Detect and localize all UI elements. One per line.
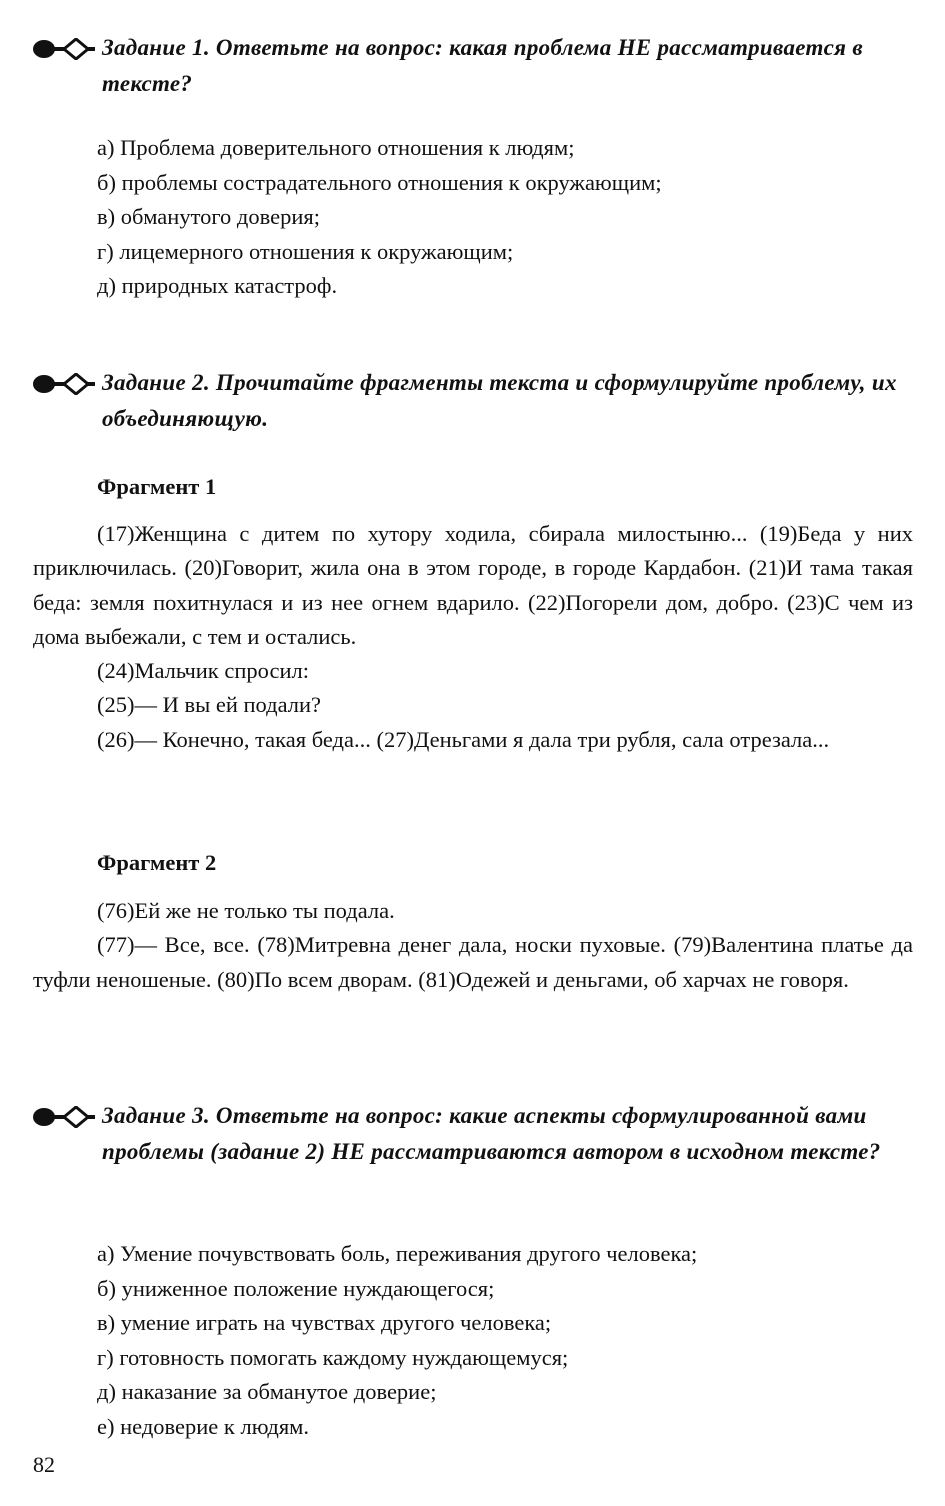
task-3-heading-text: Задание 3. Ответьте на вопрос: какие аспекты сформулированной вами проблемы (задание 2) НЕ рассматриваются автором в исходном тексте? bbox=[102, 1103, 881, 1164]
task-1-heading bbox=[30, 30, 915, 102]
page-number: 82 bbox=[33, 1452, 55, 1477]
fragment-1-paragraph: (25)— И вы ей подали? bbox=[97, 692, 322, 718]
task-3-option-d: г) готовность помогать каждому нуждающемуся; bbox=[97, 1344, 569, 1370]
task-1-option-a: а) Проблема доверительного отношения к людям; bbox=[97, 135, 575, 160]
task-3 bbox=[30, 1098, 915, 1170]
task-marker-icon bbox=[32, 1106, 96, 1128]
fragment-2-title: Фрагмент 2 bbox=[97, 850, 217, 875]
fragment-2-paragraph: (76)Ей же не только ты подала. bbox=[97, 898, 395, 923]
task-2-heading-text: Задание 2. Прочитайте фрагменты текста и сформулируйте проблему, их объединяющую. bbox=[102, 370, 897, 431]
fragment-2-paragraph: (77)— Все, все. (78)Митревна денег дала, носки пуховые. (79)Валентина платье да туфли неношеные. (80)По всем дворам. (81)Одежей и деньгами, об харчах не говоря. bbox=[33, 932, 913, 992]
task-1-option-b: б) проблемы сострадательного отношения к окружающим; bbox=[97, 169, 662, 195]
task-marker-icon bbox=[32, 373, 96, 395]
task-3-option-b: б) униженное положение нуждающегося; bbox=[97, 1275, 495, 1301]
task-1-options bbox=[97, 131, 917, 304]
fragment-1-paragraph: (17)Женщина с дитем по хутору ходила, сбирала милостыню... (19)Беда у них приключилась. (20)Говорит, жила она в этом городе, в городе Кардабон. (21)И тама такая беда: земля похитнулася и из нее огнем вдарило. (22)Погорели дом, добро. (23)С чем из дома выбежали, с тем и остались. bbox=[33, 521, 913, 649]
fragment-2-text bbox=[33, 894, 913, 997]
task-1-option-e: д) природных катастроф. bbox=[97, 273, 338, 298]
task-marker-icon bbox=[32, 38, 96, 60]
task-3-option-c: в) умение играть на чувствах другого человека; bbox=[97, 1310, 552, 1335]
task-1-option-c: в) обманутого доверия; bbox=[97, 204, 320, 229]
task-3-options bbox=[97, 1237, 917, 1444]
task-1-heading-text: Задание 1. Ответьте на вопрос: какая проблема НЕ рассматривается в тексте? bbox=[102, 35, 863, 96]
task-1 bbox=[30, 30, 915, 102]
task-3-heading bbox=[30, 1098, 915, 1170]
fragment-1-text bbox=[33, 517, 913, 757]
fragment-1-paragraph: (24)Мальчик спросил: bbox=[97, 658, 309, 684]
task-1-option-d: г) лицемерного отношения к окружающим; bbox=[97, 238, 514, 264]
task-2 bbox=[30, 365, 915, 437]
task-3-option-f: е) недоверие к людям. bbox=[97, 1413, 310, 1439]
task-3-option-e: д) наказание за обманутое доверие; bbox=[97, 1379, 437, 1404]
fragment-1-title: Фрагмент 1 bbox=[97, 474, 217, 499]
task-2-heading bbox=[30, 365, 915, 437]
task-3-option-a: а) Умение почувствовать боль, переживания другого человека; bbox=[97, 1241, 698, 1266]
fragment-1-paragraph: (26)— Конечно, такая беда... (27)Деньгами я дала три рубля, сала отрезала... bbox=[97, 726, 830, 752]
